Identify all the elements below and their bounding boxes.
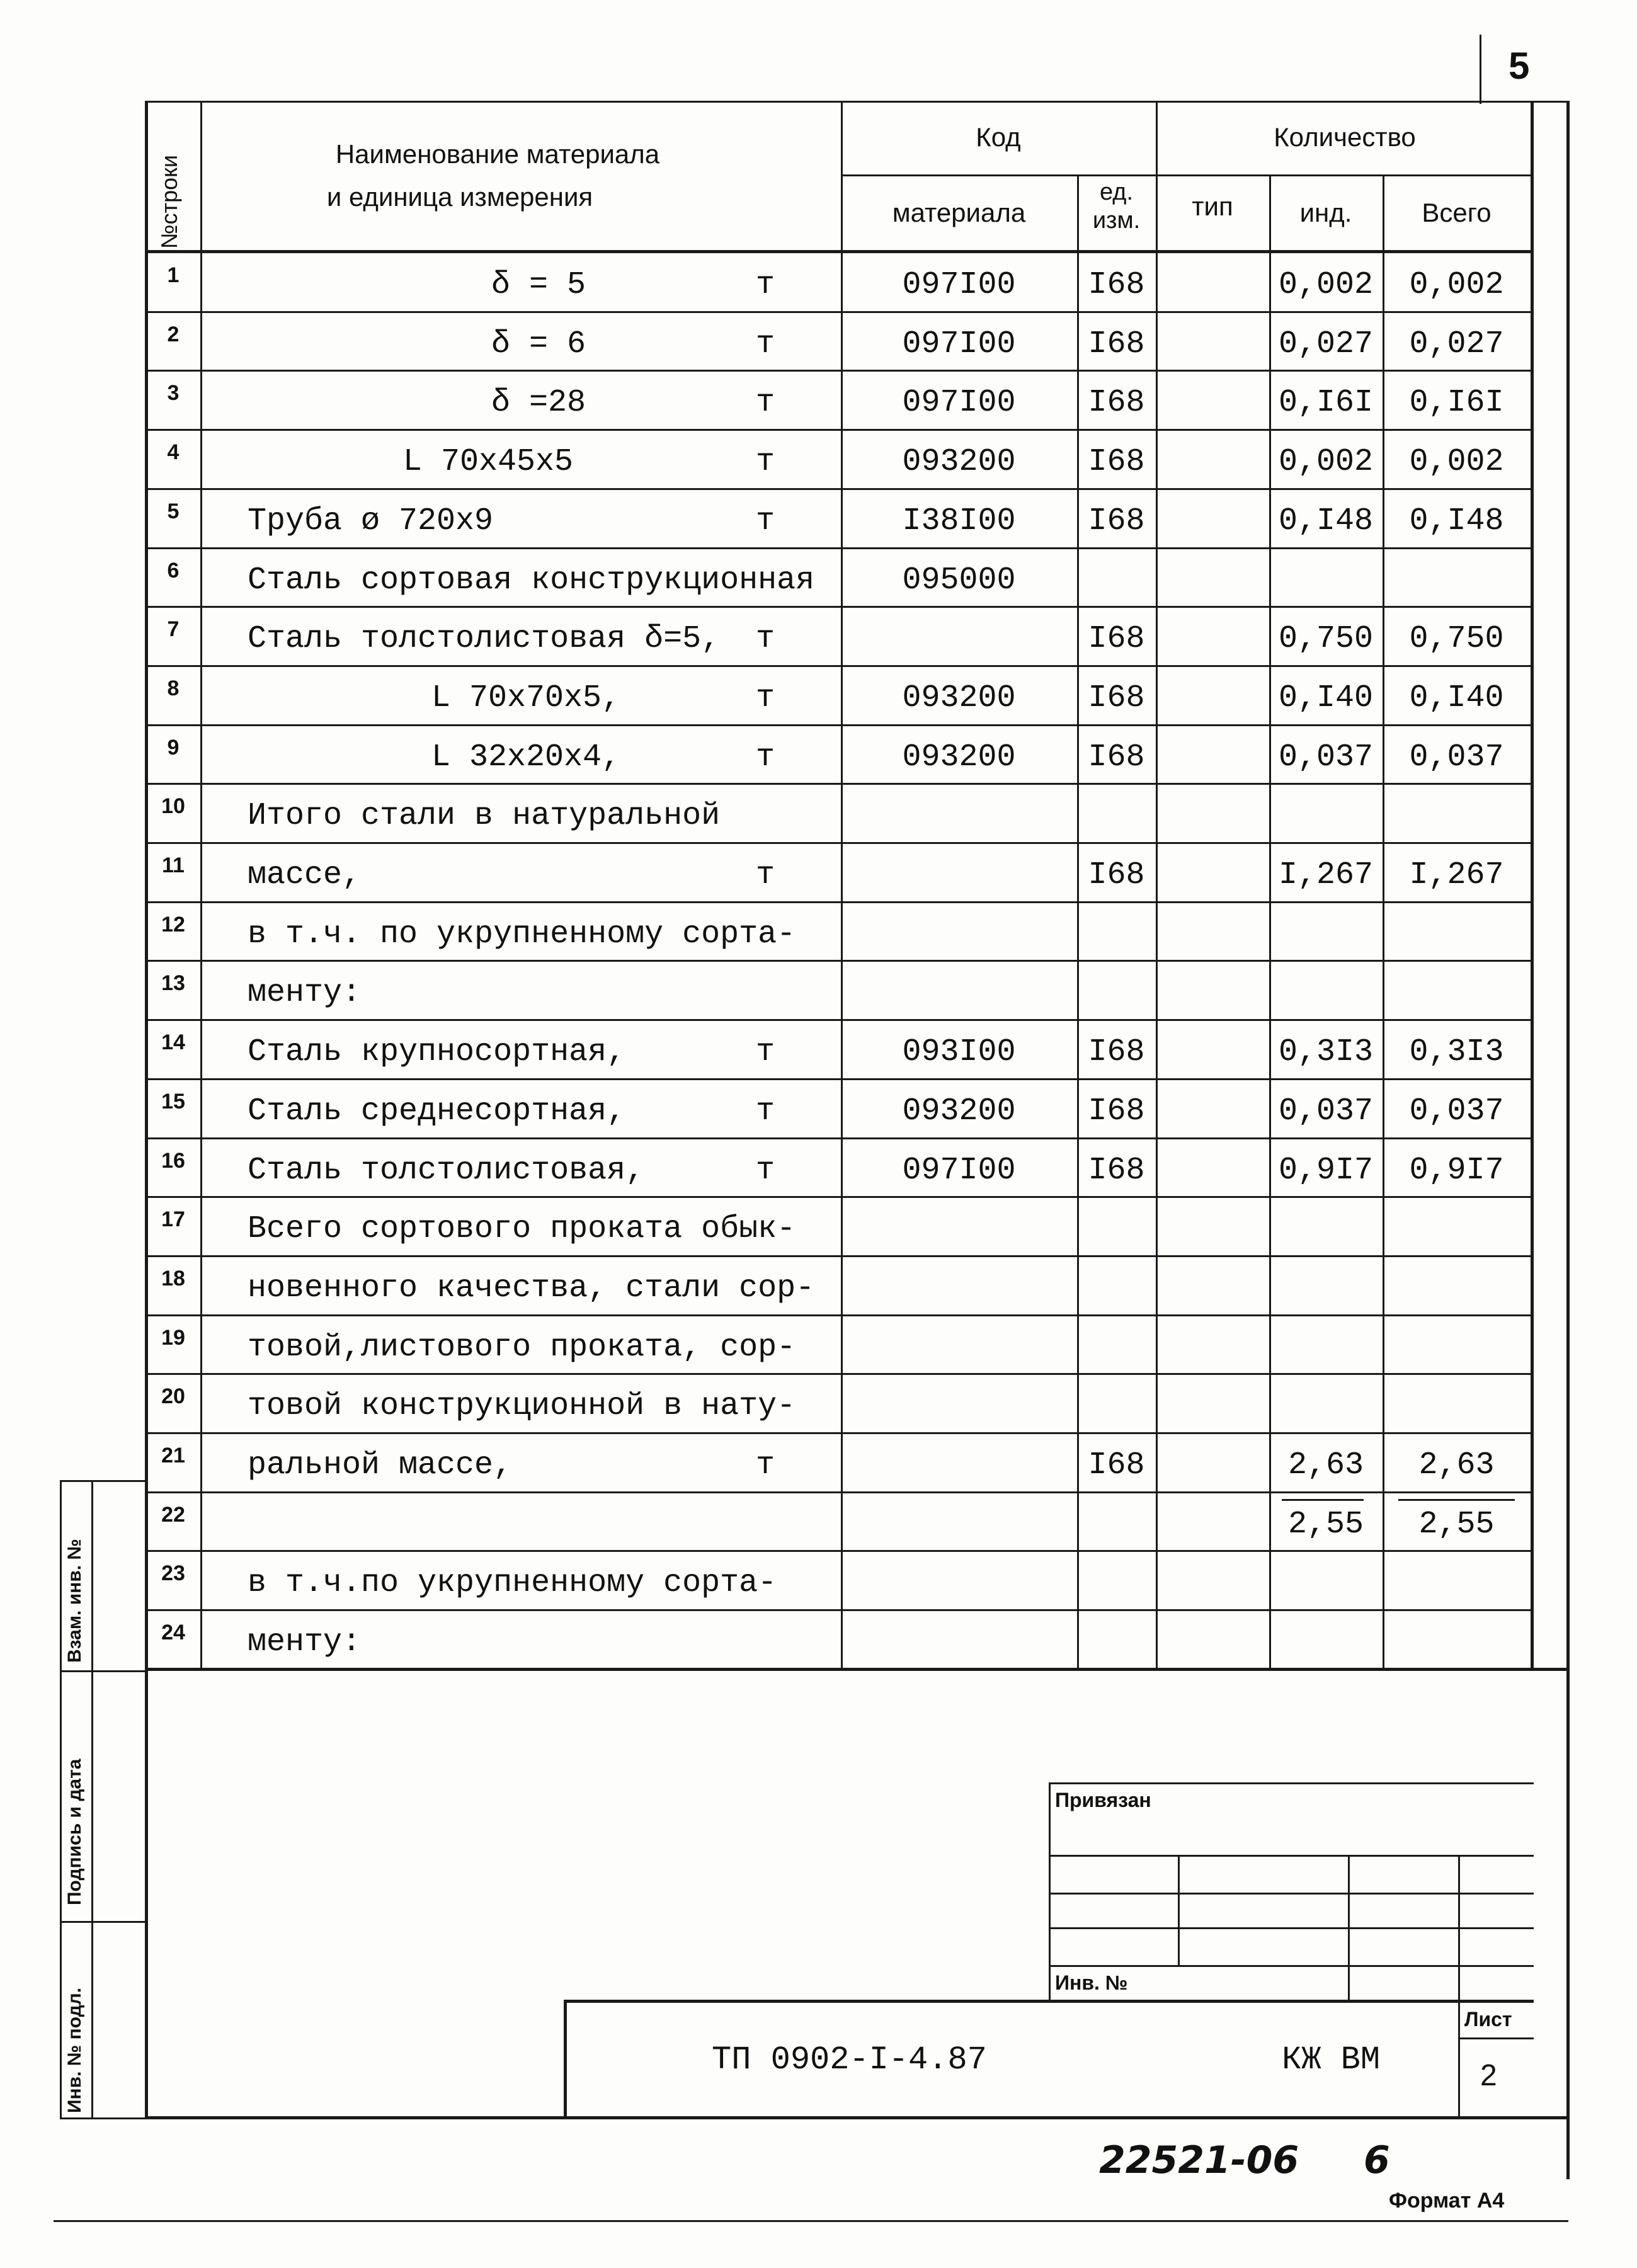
name-header-line2: и единица измерения [326,182,593,212]
row-unit-code: I68 [1088,1034,1145,1070]
row-unit-code: I68 [1088,1093,1145,1129]
handwritten-number: 22521-06 [1099,2138,1299,2182]
ind-header: инд. [1299,198,1352,227]
row-name: товой конструкционной в нату- [248,1388,796,1424]
row-name: δ = 5 [491,267,586,303]
row-name: товой,листового проката, сор- [248,1330,796,1365]
row-qty-total: 0,I6I [1409,385,1504,421]
row-unit: т [756,444,775,480]
sheet-label: Лист [1464,2008,1512,2031]
row-unit-code: I68 [1088,385,1145,421]
fraction-line-ind [1282,1499,1364,1501]
row-code: 093200 [902,680,1016,716]
document-code: ТП 0902-I-4.87 [712,2041,987,2078]
row-unit-code: I68 [1088,326,1145,362]
row-unit-code: I68 [1088,680,1145,716]
row-number-header: №строки [156,154,182,249]
row-unit-code: I68 [1088,503,1145,539]
row-number: 11 [162,853,185,877]
row-unit-code: I68 [1088,739,1145,775]
row-name: менту: [248,1624,362,1660]
row-unit: т [756,739,775,775]
row-number: 14 [161,1030,185,1054]
row-name: Всего сортового проката обык- [248,1211,796,1247]
row-number: 9 [167,736,180,760]
row-qty-ind: 2,55 [1287,1507,1364,1542]
row-unit: т [756,326,775,362]
row-qty-ind: 0,750 [1278,621,1374,657]
row-unit-code: I68 [1088,267,1145,303]
row-name: Итого стали в натуральной [248,798,721,834]
row-qty-ind: 0,002 [1278,267,1374,303]
row-number: 23 [161,1561,185,1585]
row-name: Сталь крупносортная, [248,1034,626,1070]
row-qty-total: 0,3I3 [1409,1034,1504,1070]
row-qty-total: 0,I40 [1409,680,1504,716]
row-qty-total: 0,I48 [1409,503,1504,539]
row-qty-ind: 0,I48 [1278,503,1374,539]
row-code: 093200 [902,739,1016,775]
row-qty-ind: 0,9I7 [1278,1153,1374,1188]
row-number: 1 [167,263,180,287]
row-qty-ind: 0,027 [1278,326,1374,362]
row-name: δ =28 [491,385,586,421]
row-qty-total: 0,037 [1409,739,1504,775]
row-number: 22 [161,1503,185,1527]
row-name: новенного качества, стали сор- [248,1270,815,1306]
row-code: 093200 [902,444,1016,480]
privyazan-label: Привязан [1055,1789,1151,1811]
name-header-line1: Наименование материала [335,139,660,169]
row-name: ральной массе, [248,1447,513,1483]
row-qty-total: 0,027 [1409,326,1504,362]
row-unit: т [756,1153,775,1188]
handwritten-sheet: 6 [1364,2138,1390,2182]
document-mark: КЖ ВМ [1282,2041,1381,2078]
sheet-number: 2 [1480,2059,1497,2092]
row-qty-total: 0,002 [1409,444,1504,480]
row-number: 15 [161,1090,185,1114]
row-number: 7 [167,617,180,641]
row-number: 2 [167,322,180,346]
row-qty-ind: 0,002 [1278,444,1374,480]
page-number: 5 [1509,45,1530,87]
row-unit: т [756,1447,775,1483]
row-number: 18 [161,1267,185,1291]
row-code: 095000 [902,562,1016,598]
row-unit: т [756,385,775,421]
row-number: 8 [167,676,180,700]
row-number: 5 [167,499,180,523]
row-code: 093200 [902,1093,1016,1129]
row-code: 097I00 [902,1153,1016,1188]
row-number: 17 [161,1207,185,1231]
code-header: Код [976,122,1021,152]
row-unit-code: I68 [1088,1153,1145,1188]
row-name: менту: [248,975,362,1011]
row-unit: т [756,621,775,657]
format-label: Формат А4 [1389,2189,1505,2213]
row-name: δ = 6 [491,326,586,362]
unit-header-line2: изм. [1092,207,1141,234]
code-material-header: материала [892,198,1026,227]
row-number: 3 [167,381,180,405]
row-number: 13 [161,971,185,995]
inv-podl-label: Инв. № подл. [64,1987,85,2113]
row-number: 12 [161,913,185,937]
row-code: 097I00 [902,385,1016,421]
row-name: Сталь толстолистовая δ=5, [248,621,721,657]
row-name: в т.ч. по укрупненному сорта- [248,916,796,952]
row-number: 21 [161,1444,185,1467]
row-qty-ind: 0,037 [1278,739,1374,775]
row-unit-code: I68 [1088,1447,1145,1483]
row-number: 20 [161,1384,185,1408]
row-code: 097I00 [902,326,1016,362]
row-unit: т [756,857,775,893]
row-unit-code: I68 [1088,857,1145,893]
unit-header-line1: ед. [1099,179,1134,205]
row-code: I38I00 [902,503,1016,539]
total-header: Всего [1422,198,1492,227]
row-unit: т [756,503,775,539]
row-name: L 32x20x4, [431,739,621,775]
row-qty-ind: 0,037 [1278,1093,1374,1129]
row-qty-total: 0,037 [1409,1093,1504,1129]
row-name: Сталь сортовая конструкционная [248,562,815,598]
row-unit: т [756,680,775,716]
row-qty-ind: 0,I6I [1278,385,1374,421]
row-unit-code: I68 [1088,621,1145,657]
row-qty-ind: I,267 [1278,857,1374,893]
row-name: Сталь среднесортная, [248,1093,626,1129]
inv-no-label: Инв. № [1055,1971,1128,1994]
page-number-divider [1480,35,1481,104]
row-qty-total: I,267 [1409,857,1504,893]
row-qty-total: 2,63 [1418,1447,1495,1483]
vzam-inv-label: Взам. инв. № [64,1539,85,1663]
row-number: 19 [161,1326,185,1350]
row-qty-total: 0,002 [1409,267,1504,303]
row-qty-total: 0,750 [1409,621,1504,657]
row-qty-total: 2,55 [1418,1507,1495,1542]
signature-date-label: Подпись и дата [64,1758,85,1905]
footer-line [54,2220,1568,2222]
row-qty-ind: 2,63 [1287,1447,1364,1483]
row-number: 6 [167,559,180,583]
row-qty-total: 0,9I7 [1409,1153,1504,1188]
row-unit-code: I68 [1088,444,1145,480]
row-number: 24 [161,1621,185,1644]
row-name: Труба ø 720x9 [248,503,494,539]
row-unit: т [756,267,775,303]
row-number: 10 [161,794,185,818]
row-code: 093I00 [902,1034,1016,1070]
row-qty-ind: 0,I40 [1278,680,1374,716]
row-name: L 70x45x5 [403,444,574,480]
row-unit: т [756,1093,775,1129]
row-name: в т.ч.по укрупненному сорта- [248,1565,777,1601]
row-number: 4 [167,440,180,464]
fraction-line-total [1398,1499,1515,1501]
row-qty-ind: 0,3I3 [1278,1034,1374,1070]
row-unit: т [756,1034,775,1070]
row-name: массе, [248,857,362,893]
row-number: 16 [161,1149,185,1173]
row-name: Сталь толстолистовая, [248,1153,645,1188]
row-code: 097I00 [902,267,1016,303]
type-header: тип [1192,191,1233,221]
row-name: L 70x70x5, [431,680,621,716]
quantity-header: Количество [1274,122,1416,152]
